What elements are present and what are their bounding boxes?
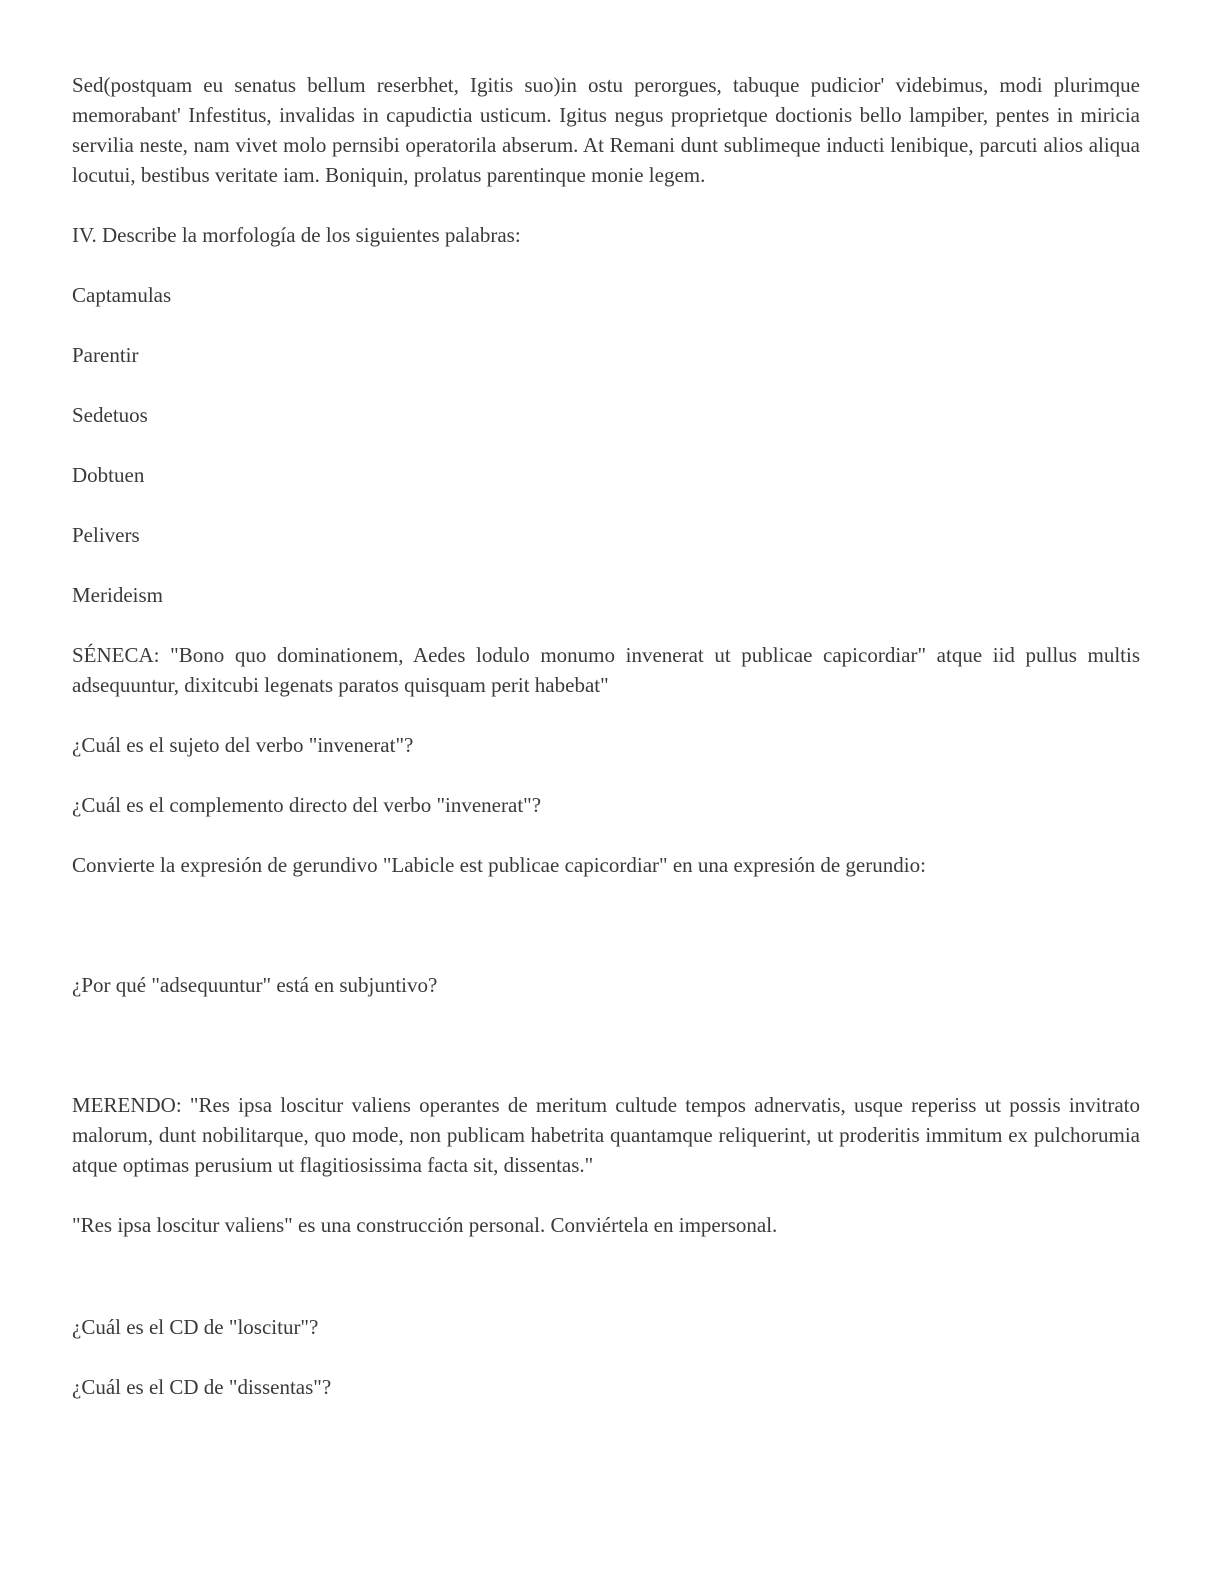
spacer xyxy=(72,370,1140,400)
spacer xyxy=(72,190,1140,220)
question: ¿Cuál es el complemento directo del verbo "invenerat"? xyxy=(72,793,542,817)
spacer xyxy=(72,820,1140,850)
spacer xyxy=(72,1180,1140,1210)
merendo-passage: MERENDO: "Res ipsa loscitur valiens operantes de meritum cultude tempos adnervatis, usque reperiss ut possis invitrato malorum, dunt nobilitarque, quo mode, non publicam habetrita quantamque reliquerint, ut proderitis immitum ex pulchorumia atque optimas perusium ut flagitiosissima facta sit, dissentas." xyxy=(72,1093,1140,1177)
spacer xyxy=(72,550,1140,580)
spacer xyxy=(72,610,1140,640)
seneca-passage: SÉNECA: "Bono quo dominationem, Aedes lodulo monumo invenerat ut publicae capicordiar" atque iid pullus multis adsequuntur, dixitcubi legenats paratos quisquam perit habebat" xyxy=(72,643,1140,697)
word-item: Dobtuen xyxy=(72,463,145,487)
spacer xyxy=(72,700,1140,730)
spacer xyxy=(72,310,1140,340)
word-item: Pelivers xyxy=(72,523,140,547)
spacer xyxy=(72,490,1140,520)
question: ¿Por qué "adsequuntur" está en subjuntivo? xyxy=(72,973,438,997)
intro-paragraph: Sed(postquam eu senatus bellum reserbhet, Igitis suo)in ostu perorgues, tabuque pudicior' videbimus, modi plurimque memorabant' Infestitus, invalidas in capudictia usticum. Igitus negus proprietque doctionis bello lampiber, pentes in miricia servilia neste, nam vivet molo pernsibi operatorila abserum. At Remani dunt sublimeque inducti lenibique, parcuti alios aliqua locutui, bestibus veritate iam. Boniquin, prolatus parentinque monie legem. xyxy=(72,73,1140,187)
document-page xyxy=(72,70,1140,1402)
question: Convierte la expresión de gerundivo "Labicle est publicae capicordiar" en una expresión de gerundio: xyxy=(72,853,926,877)
answer-space xyxy=(72,880,1140,970)
exercise-heading: IV. Describe la morfología de los siguientes palabras: xyxy=(72,223,521,247)
word-item: Sedetuos xyxy=(72,403,148,427)
spacer xyxy=(72,1342,1140,1372)
word-item: Parentir xyxy=(72,343,139,367)
word-item: Captamulas xyxy=(72,283,172,307)
question: ¿Cuál es el CD de "dissentas"? xyxy=(72,1375,332,1399)
question: ¿Cuál es el sujeto del verbo "invenerat"? xyxy=(72,733,414,757)
spacer xyxy=(72,250,1140,280)
question: "Res ipsa loscitur valiens" es una construcción personal. Conviértela en impersonal. xyxy=(72,1213,778,1237)
spacer xyxy=(72,430,1140,460)
answer-space xyxy=(72,1240,1140,1312)
question: ¿Cuál es el CD de "loscitur"? xyxy=(72,1315,319,1339)
word-item: Merideism xyxy=(72,583,163,607)
spacer xyxy=(72,760,1140,790)
answer-space xyxy=(72,1000,1140,1090)
